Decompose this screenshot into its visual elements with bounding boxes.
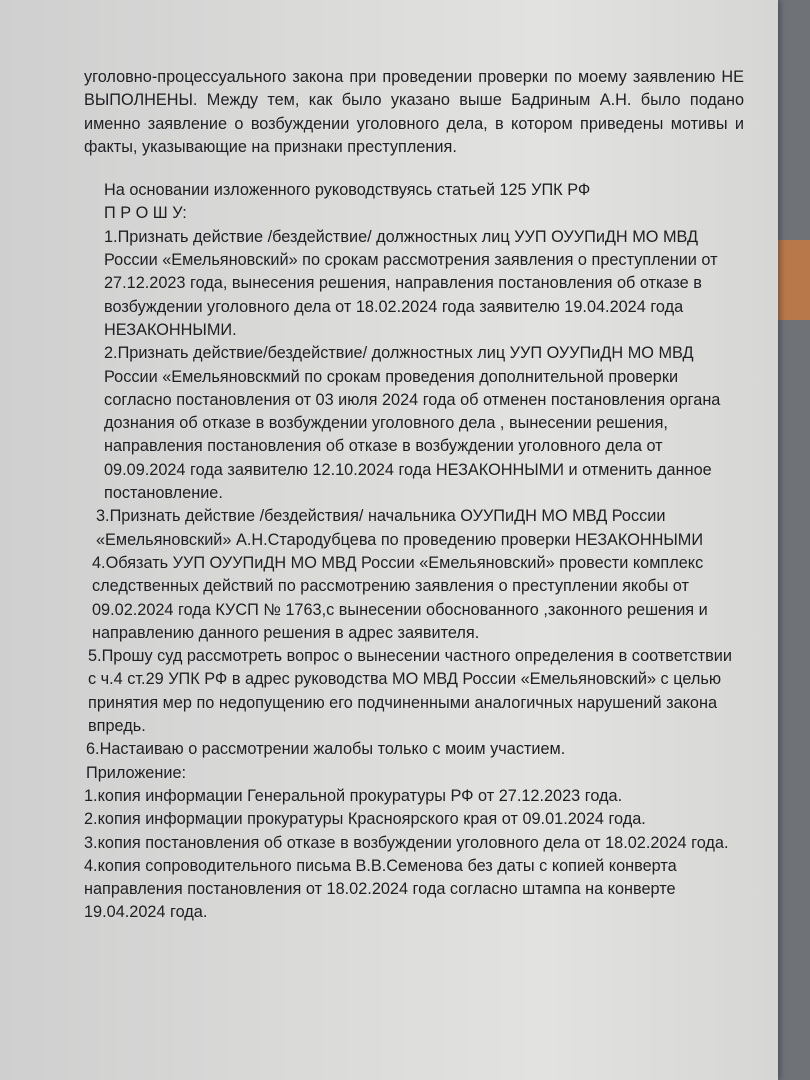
request-list [84,226,744,762]
request-item-4: 4.Обязать УУП ОУУПиДН МО МВД России «Емельяновский» провести комплекс следственных действий по рассмотрению заявления о преступлении якобы от 09.02.2024 года КУСП № 1763,с вынесении обоснованного ,законного решения и направлению данного решения в адрес заявителя. [92,553,708,642]
attachment-item-4: 4.копия сопроводительного письма В.В.Семенова без даты с копией конверта направления постановления от 18.02.2024 года согласно штампа на конверте 19.04.2024 года. [84,856,677,922]
request-item-6: 6.Настаиваю о рассмотрении жалобы только с моим участием. [86,740,566,759]
attachment-item-3: 3.копия постановления об отказе в возбуждении уголовного дела от 18.02.2024 года. [84,833,729,852]
attachments-heading: Приложение: [86,763,187,782]
attachment-item-2: 2.копия информации прокуратуры Красноярского края от 09.01.2024 года. [84,810,646,829]
request-item-5: 5.Прошу суд рассмотреть вопрос о вынесении частного определения в соответствии с ч.4 ст.29 УПК РФ в адрес руководства МО МВД России «Емельяновский» с целью принятия мер по недопущению его подчиненными аналогичных нарушений закона впредь. [88,647,732,736]
request-item-2: 2.Признать действие/бездействие/ должностных лиц УУП ОУУПиДН МО МВД России «Емельяновскмий по срокам проведения дополнительной проверки согласно постановления от 03 июля 2024 года об отменен постановления органа дознания об отказе в возбуждении уголовного дела , вынесении решения, направления постановления об отказе в возбуждении уголовного дела от 09.09.2024 года заявителю 12.10.2024 года НЕЗАКОННЫМИ и отменить данное постановление. [104,344,721,503]
request-heading: П Р О Ш У: [104,204,187,223]
request-item-1: 1.Признать действие /бездействие/ должностных лиц УУП ОУУПиДН МО МВД России «Емельяновский» по срокам рассмотрения заявления о преступлении от 27.12.2023 года, вынесения решения, направления постановления об отказе в возбуждении уголовного дела от 18.02.2024 года заявителю 19.04.2024 года НЕЗАКОННЫМИ. [104,227,718,339]
paragraph-gap [84,159,744,179]
intro-paragraph: уголовно-процессуального закона при проведении проверки по моему заявлению НЕ ВЫПОЛНЕНЫ. Между тем, как было указано выше Бадриным А.Н. было подано именно заявление о возбуждении уголовного дела, в котором приведены мотивы и факты, указывающие на признаки преступления. [84,68,744,156]
attachment-list [84,785,744,925]
request-item-3: 3.Признать действие /бездействия/ начальника ОУУПиДН МО МВД России «Емельяновский» А.Н.Стародубцева по проведению проверки НЕЗАКОННЫМИ [96,507,704,549]
basis-line: На основании изложенного руководствуясь статьей 125 УПК РФ [104,181,591,200]
attachment-item-1: 1.копия информации Генеральной прокуратуры РФ от 27.12.2023 года. [84,786,623,805]
document-body [84,66,744,925]
